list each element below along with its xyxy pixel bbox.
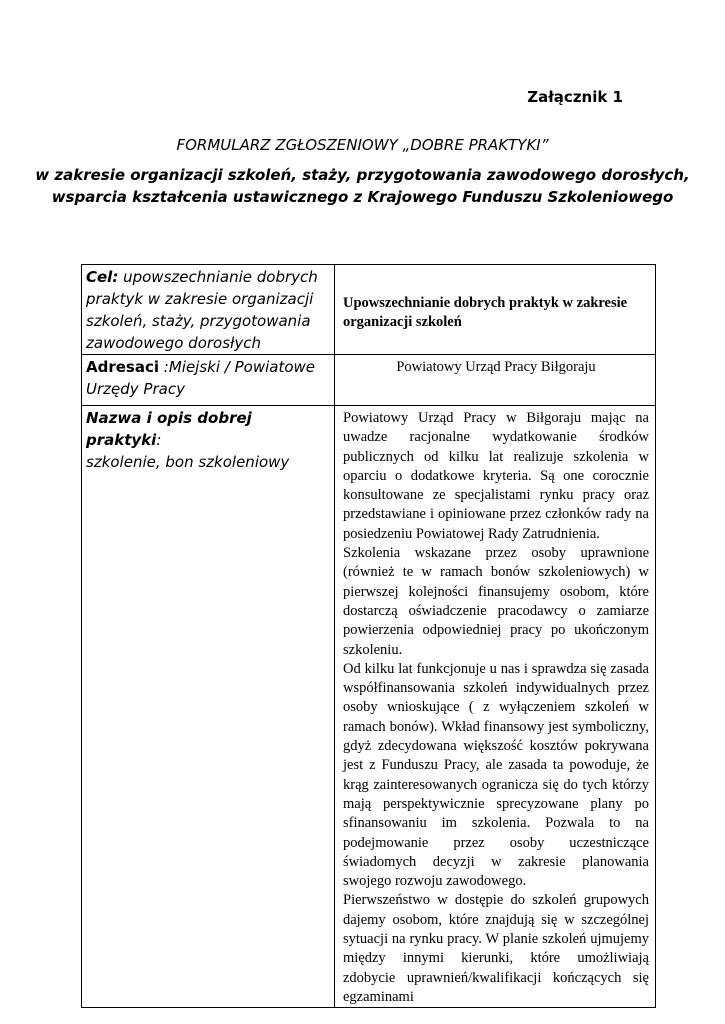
form-title: FORMULARZ ZGŁOSZENIOWY „DOBRE PRAKTYKI” [176,136,549,154]
practice-description-cell [335,406,656,1008]
recipients-label-text: :Miejski / Powiatowe Urzędy Pracy [86,358,316,398]
practice-paragraph: Powiatowy Urząd Pracy w Biłgoraju mając na uwadze racjonalne wydatkowanie środków publicznych od kilku lat realizuje szkolenia w oparciu o dodatkowe kryteria. Są one corocznie konsultowane ze specjalistami rynku pracy oraz przedstawiane i opiniowane przez członków rady na posiedzeniu Powiatowej Rady Zatrudnienia. [343,410,649,542]
recipients-value: Powiatowy Urząd Pracy Biłgoraju [396,359,596,375]
practice-paragraph: Od kilku lat funkcjonuje u nas i sprawdza się zasada współfinansowania szkoleń indywidualnych przez osoby wnioskujące ( z wyłączeniem szkoleń w ramach bonów). Wkład finansowy jest symboliczny, gdyż zdecydowana większość kosztów pokrywana jest z Funduszu Pracy, ale zasada ta powoduje, że krąg zainteresowanych ogranicza się do tych którzy mają perspektywicznie sprecyzowane plany po sfinansowaniu im szkolenia. Pozwala to na podejmowanie przez osoby uczestniczące świadomych decyzji w zakresie planowania swojego rozwoju zawodowego. [343,660,649,890]
practice-label-cell [82,406,335,1008]
practice-table [81,264,656,1008]
recipients-label-key: Adresaci [86,358,160,376]
form-subtitle [0,164,725,208]
goal-label-key: Cel: [86,268,119,286]
subtitle-line-1: w zakresie organizacji szkoleń, staży, przygotowania zawodowego dorosłych, [35,166,690,184]
goal-label-cell [82,265,335,355]
annex-label: Załącznik 1 [527,88,623,106]
recipients-label-cell [82,355,335,406]
subtitle-line-2: wsparcia kształcenia ustawicznego z Krajowego Funduszu Szkoleniowego [51,188,674,206]
goal-label-text: upowszechnianie dobrych praktyk w zakresie organizacji szkoleń, staży, przygotowania zawodowego dorosłych [86,268,318,352]
table-row-practice [82,406,656,1008]
practice-paragraph: Pierwszeństwo w dostępie do szkoleń grupowych dajemy osobom, które znajdują się w szczególnej sytuacji na rynku pracy. W planie szkoleń ujmujemy między innymi kierunki, które umożliwiają zdobycie uprawnień/kwalifikacji kończących się egzaminami [343,892,649,1005]
table-row-goal [82,265,656,355]
recipients-value-cell [335,355,656,406]
goal-value-cell [335,265,656,355]
practice-label-colon: : [156,431,162,449]
goal-value: Upowszechnianie dobrych praktyk w zakresie organizacji szkoleń [343,295,628,331]
practice-label-key: Nazwa i opis dobrej praktyki [86,409,252,449]
practice-paragraph: Szkolenia wskazane przez osoby uprawnione (również te w ramach bonów szkoleniowych) w pierwszej kolejności finansujemy osobom, które dostarczą oświadczenie pracodawcy o zamiarze powierzenia odpowiedniej pracy po ukończonym szkoleniu. [343,545,649,658]
table-row-recipients [82,355,656,406]
practice-label-text: szkolenie, bon szkoleniowy [86,453,290,471]
